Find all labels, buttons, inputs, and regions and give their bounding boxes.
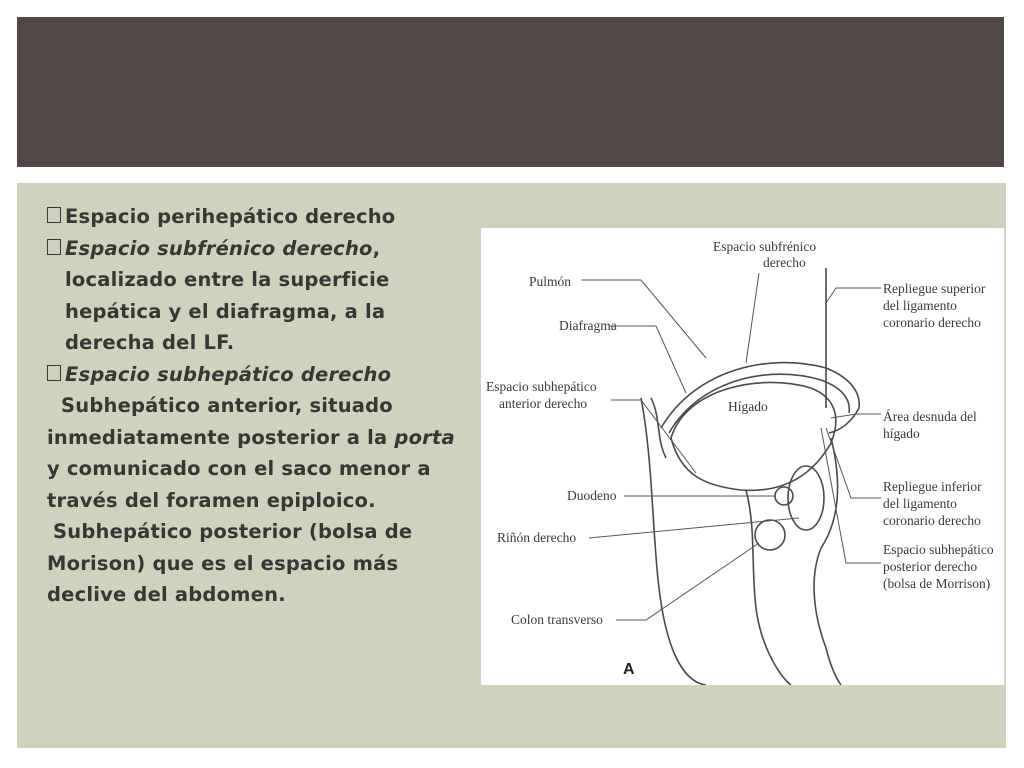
leader-rinon (589, 518, 799, 538)
label-subfrenico: Espacio subfrénico (713, 239, 817, 254)
label-pulmon: Pulmón (529, 274, 572, 289)
label-subfrenico-2: derecho (763, 255, 806, 270)
label-rep-inf-2: del ligamento (883, 496, 957, 511)
label-rinon: Riñón derecho (497, 530, 577, 545)
diaphragm-outer (661, 363, 859, 428)
label-higado: Hígado (728, 399, 768, 414)
leader-subhep-ant (611, 400, 696, 473)
label-subhep-post: Espacio subhepático (883, 542, 994, 557)
bullet-box-icon (47, 239, 61, 255)
bullet-box-icon (47, 207, 61, 223)
anatomy-figure (481, 228, 1004, 685)
label-rep-inf: Repliegue inferior (883, 479, 982, 494)
panel-letter: A (623, 661, 635, 678)
slide-text (47, 201, 457, 611)
label-rep-sup-3: coronario derecho (883, 315, 981, 330)
bullet-subhepatic: Espacio subhepático derecho (47, 359, 457, 391)
leader-rep-inf (826, 428, 881, 498)
label-subhep-post-3: (bolsa de Morrison) (883, 576, 991, 591)
bullet-perihepatic: Espacio perihepático derecho (47, 201, 457, 233)
label-rep-inf-3: coronario derecho (883, 513, 981, 528)
colon-outline (755, 520, 785, 550)
bullet-subfrenic-rest: , localizado entre la superficie hepática y el diafragma, a la derecha del LF. (65, 236, 390, 354)
body-wall-left (641, 398, 706, 685)
label-subhep-ant-2: anterior derecho (499, 396, 588, 411)
label-colon: Colon transverso (511, 612, 603, 627)
leader-area (831, 414, 881, 418)
bullet-subfrenic-title: Espacio subfrénico derecho (65, 236, 373, 260)
leader-colon (616, 543, 759, 620)
label-area-2: hígado (883, 426, 920, 441)
leader-subfrenico (746, 273, 759, 363)
bullet-subfrenic (47, 233, 457, 359)
label-subhep-post-2: posterior derecho (883, 559, 978, 574)
coronary-ligament (829, 408, 859, 433)
paragraph-subhepatic-anterior: Subhepático anterior, situado inmediatamente posterior a la porta y comunicado con el saco menor a través del foramen epiploico. (47, 394, 455, 512)
paragraph-subhepatic-posterior: Subhepático posterior (bolsa de Morison) que es el espacio más declive del abdomen. (47, 520, 413, 606)
title-bar (17, 17, 1004, 167)
leader-diafragma (609, 326, 686, 393)
anatomy-diagram (481, 228, 1004, 685)
leader-rep-sup (826, 288, 881, 303)
label-rep-sup-2: del ligamento (883, 298, 957, 313)
pleura-line (651, 398, 666, 458)
duodenum-outline (775, 487, 793, 505)
label-rep-sup: Repliegue superior (883, 281, 986, 296)
label-area: Área desnuda del (883, 409, 977, 424)
label-subhep-ant: Espacio subhepático (486, 379, 597, 394)
bullet-box-icon (47, 365, 61, 381)
label-duodeno: Duodeno (567, 488, 617, 503)
label-diafragma: Diafragma (559, 318, 617, 333)
leader-subhep-post (821, 428, 881, 563)
